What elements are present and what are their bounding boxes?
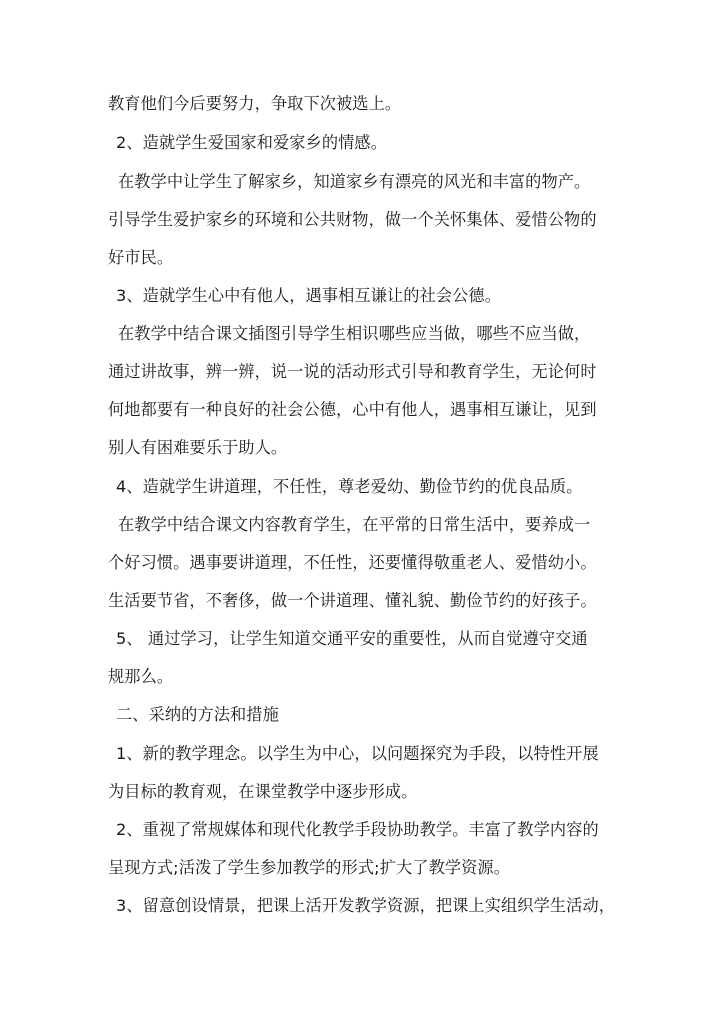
paragraph-line: 在教学中结合课文插图引导学生相识哪些应当做，哪些不应当做， xyxy=(118,324,591,343)
numbered-item-heading: 2、造就学生爱国家和爱家乡的情感。 xyxy=(116,133,387,152)
section-heading: 二、采纳的方法和措施 xyxy=(116,705,279,724)
paragraph-line: 呈现方式;活泼了学生参加教学的形式;扩大了教学资源。 xyxy=(108,858,511,877)
numbered-item-heading: 3、造就学生心中有他人，遇事相互谦让的社会公德。 xyxy=(116,286,502,305)
paragraph-line: 在教学中结合课文内容教育学生，在平常的日常生活中，要养成一 xyxy=(118,515,591,534)
paragraph-line: 为目标的教育观，在课堂教学中逐步形成。 xyxy=(108,782,418,801)
numbered-item-heading: 3、留意创设情景，把课上活开发教学资源，把课上实组织学生活动， xyxy=(116,896,616,915)
paragraph-line: 通过讲故事，辨一辨，说一说的活动形式引导和教育学生，无论何时 xyxy=(108,362,597,381)
numbered-item-heading: 4、造就学生讲道理，不任性，尊老爱幼、勤俭节约的优良品质。 xyxy=(116,477,583,496)
numbered-item-heading: 1、新的教学理念。以学生为中心，以问题探究为手段，以特性开展 xyxy=(116,744,599,763)
paragraph-line: 何地都要有一种良好的社会公德，心中有他人，遇事相互谦让，见到 xyxy=(108,400,597,419)
paragraph-line: 引导学生爱护家乡的环境和公共财物，做一个关怀集体、爱惜公物的 xyxy=(108,210,597,229)
numbered-item-heading: 2、重视了常规媒体和现代化教学手段协助教学。丰富了教学内容的 xyxy=(116,820,599,839)
paragraph-line: 好市民。 xyxy=(108,248,174,267)
paragraph-line: 规那么。 xyxy=(108,667,174,686)
paragraph-line: 生活要节省，不奢侈，做一个讲道理、懂礼貌、勤俭节约的好孩子。 xyxy=(108,591,597,610)
paragraph-line: 个好习惯。遇事要讲道理，不任性，还要懂得敬重老人、爱惜幼小。 xyxy=(108,553,597,572)
paragraph-line: 教育他们今后要努力，争取下次被选上。 xyxy=(108,94,402,113)
numbered-item-heading: 5、 通过学习，让学生知道交通平安的重要性，从而自觉遵守交通 xyxy=(116,629,588,648)
paragraph-line: 在教学中让学生了解家乡，知道家乡有漂亮的风光和丰富的物产。 xyxy=(118,172,591,191)
paragraph-line: 别人有困难要乐于助人。 xyxy=(108,438,288,457)
